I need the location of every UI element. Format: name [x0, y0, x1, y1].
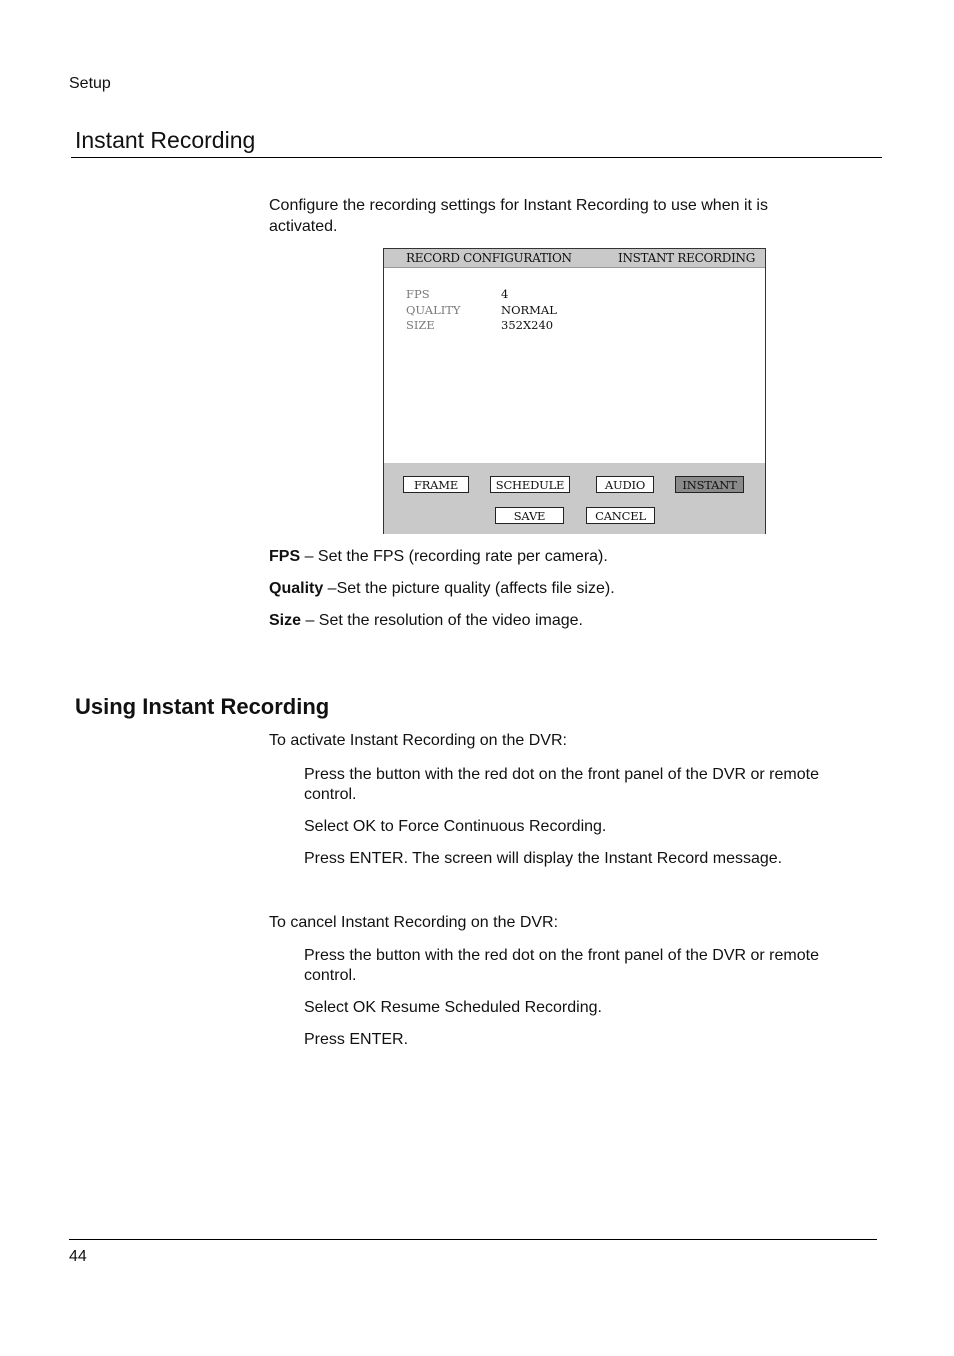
definition-term: Quality — [269, 580, 324, 597]
title-rule — [71, 157, 882, 158]
cancel-lead: To cancel Instant Recording on the DVR: — [269, 914, 559, 931]
definition-text: –Set the picture quality (affects file size). — [323, 580, 615, 597]
cancel-step: Select OK Resume Scheduled Recording. — [304, 999, 602, 1016]
quality-value[interactable]: NORMAL — [501, 303, 557, 317]
definition-size — [269, 612, 583, 630]
save-button[interactable]: SAVE — [495, 507, 564, 524]
fps-value[interactable]: 4 — [501, 287, 509, 301]
definition-text: – Set the resolution of the video image. — [301, 612, 583, 629]
definition-term: FPS — [269, 548, 301, 565]
dvr-screen-footer — [384, 463, 765, 534]
activate-step: Press the button with the red dot on the front panel of the DVR or remote control. — [304, 766, 819, 803]
definition-quality — [269, 580, 615, 598]
fps-label: FPS — [406, 287, 430, 301]
running-header: Setup — [69, 75, 111, 92]
definition-term: Size — [269, 612, 302, 629]
subsection-title: Using Instant Recording — [75, 694, 330, 719]
page-number: 44 — [69, 1248, 87, 1265]
size-value[interactable]: 352X240 — [501, 318, 554, 332]
cancel-step: Press ENTER. — [304, 1031, 409, 1048]
activate-step: Select OK to Force Continuous Recording. — [304, 818, 607, 835]
cancel-step: Press the button with the red dot on the front panel of the DVR or remote control. — [304, 947, 819, 984]
tab-audio[interactable]: AUDIO — [596, 476, 654, 493]
activate-step: Press ENTER. The screen will display the Instant Record message. — [304, 850, 783, 867]
intro-paragraph: Configure the recording settings for Instant Recording to use when it is activated. — [269, 197, 768, 235]
section-title: Instant Recording — [75, 127, 256, 153]
size-label: SIZE — [406, 318, 435, 332]
definition-fps — [269, 548, 608, 566]
cancel-button[interactable]: CANCEL — [586, 507, 655, 524]
dvr-screen-header — [384, 249, 765, 268]
tab-schedule[interactable]: SCHEDULE — [490, 476, 570, 493]
footer-rule — [69, 1239, 877, 1240]
dvr-header-title: RECORD CONFIGURATION — [406, 251, 572, 265]
definition-text: – Set the FPS (recording rate per camera). — [300, 548, 608, 565]
tab-instant[interactable]: INSTANT — [675, 476, 744, 493]
quality-label: QUALITY — [406, 303, 461, 317]
tab-frame[interactable]: FRAME — [403, 476, 469, 493]
record-configuration-screen — [383, 248, 766, 534]
dvr-header-mode: INSTANT RECORDING — [618, 251, 755, 265]
activate-lead: To activate Instant Recording on the DVR: — [269, 732, 567, 749]
